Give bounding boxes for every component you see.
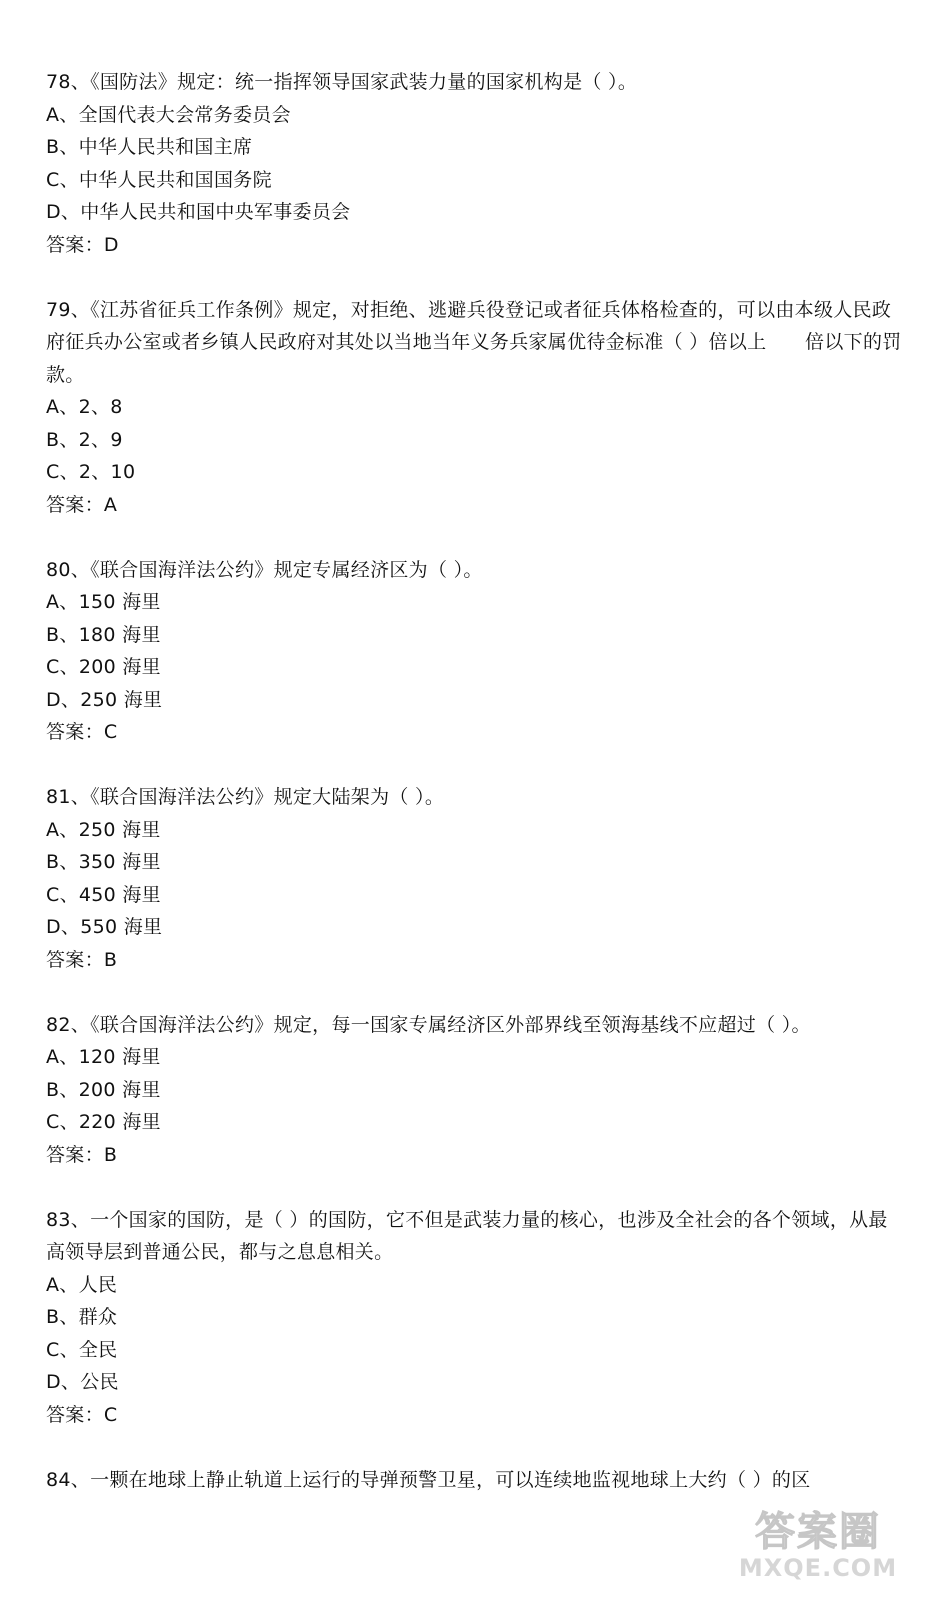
answer: 答案：C bbox=[46, 1403, 118, 1426]
question-stem: 82、《联合国海洋法公约》规定，每一国家专属经济区外部界线至领海基线不应超过（ ）。 bbox=[46, 1013, 811, 1036]
option-a: A、250 海里 bbox=[46, 818, 161, 841]
question-stem: 80、《联合国海洋法公约》规定专属经济区为（ ）。 bbox=[46, 558, 483, 581]
option-b: B、2、9 bbox=[46, 428, 123, 451]
option-b: B、180 海里 bbox=[46, 623, 161, 646]
option-a: A、150 海里 bbox=[46, 591, 161, 613]
option-b: B、200 海里 bbox=[46, 1078, 161, 1101]
watermark-url: MXQE.COM bbox=[738, 1554, 898, 1582]
option-c: C、200 海里 bbox=[46, 656, 161, 678]
spacer bbox=[46, 261, 906, 294]
question-stem: 84、一颗在地球上静止轨道上运行的导弹预警卫星，可以连续地监视地球上大约（ ）的区 bbox=[46, 1468, 811, 1491]
question-stem: 78、《国防法》规定：统一指挥领导国家武装力量的国家机构是（ ）。 bbox=[46, 71, 638, 93]
option-a: A、全国代表大会常务委员会 bbox=[46, 103, 291, 126]
answer: 答案：A bbox=[46, 493, 118, 516]
option-a: A、2、8 bbox=[46, 396, 123, 418]
spacer bbox=[46, 749, 906, 782]
question-83 bbox=[46, 1204, 906, 1432]
question-stem: 83、一个国家的国防，是（ ）的国防，它不但是武装力量的核心，也涉及全社会的各个领域，从最高领导层到普通公民，都与之息息相关。 bbox=[46, 1208, 888, 1263]
question-84 bbox=[46, 1464, 906, 1497]
question-79 bbox=[46, 294, 906, 522]
option-a: A、人民 bbox=[46, 1273, 118, 1296]
site-watermark bbox=[718, 1510, 918, 1588]
question-82 bbox=[46, 1009, 906, 1172]
question-stem: 79、《江苏省征兵工作条例》规定，对拒绝、逃避兵役登记或者征兵体格检查的，可以由本级人民政府征兵办公室或者乡镇人民政府对其处以当地当年义务兵家属优待金标准（ ）倍以上 倍以下的罚款。 bbox=[46, 298, 902, 386]
spacer bbox=[46, 976, 906, 1009]
question-78 bbox=[46, 66, 906, 261]
option-d: D、公民 bbox=[46, 1371, 119, 1393]
option-b: B、中华人民共和国主席 bbox=[46, 136, 253, 158]
option-d: D、250 海里 bbox=[46, 688, 163, 711]
question-stem: 81、《联合国海洋法公约》规定大陆架为（ ）。 bbox=[46, 786, 445, 808]
option-d: D、中华人民共和国中央军事委员会 bbox=[46, 201, 351, 223]
option-c: C、2、10 bbox=[46, 461, 136, 483]
answer: 答案：C bbox=[46, 721, 118, 743]
spacer bbox=[46, 1431, 906, 1464]
option-c: C、220 海里 bbox=[46, 1111, 161, 1133]
answer: 答案：B bbox=[46, 1143, 118, 1166]
option-c: C、中华人民共和国国务院 bbox=[46, 168, 272, 191]
spacer bbox=[46, 1171, 906, 1204]
option-c: C、全民 bbox=[46, 1338, 118, 1361]
option-c: C、450 海里 bbox=[46, 883, 161, 906]
option-a: A、120 海里 bbox=[46, 1046, 161, 1068]
question-list bbox=[46, 66, 906, 1496]
question-81 bbox=[46, 781, 906, 976]
answer: 答案：D bbox=[46, 233, 119, 256]
answer: 答案：B bbox=[46, 948, 118, 971]
spacer bbox=[46, 521, 906, 554]
option-d: D、550 海里 bbox=[46, 916, 163, 938]
option-b: B、群众 bbox=[46, 1306, 118, 1328]
watermark-logo: 答案圈 bbox=[755, 1509, 881, 1555]
question-80 bbox=[46, 554, 906, 749]
option-b: B、350 海里 bbox=[46, 851, 161, 873]
